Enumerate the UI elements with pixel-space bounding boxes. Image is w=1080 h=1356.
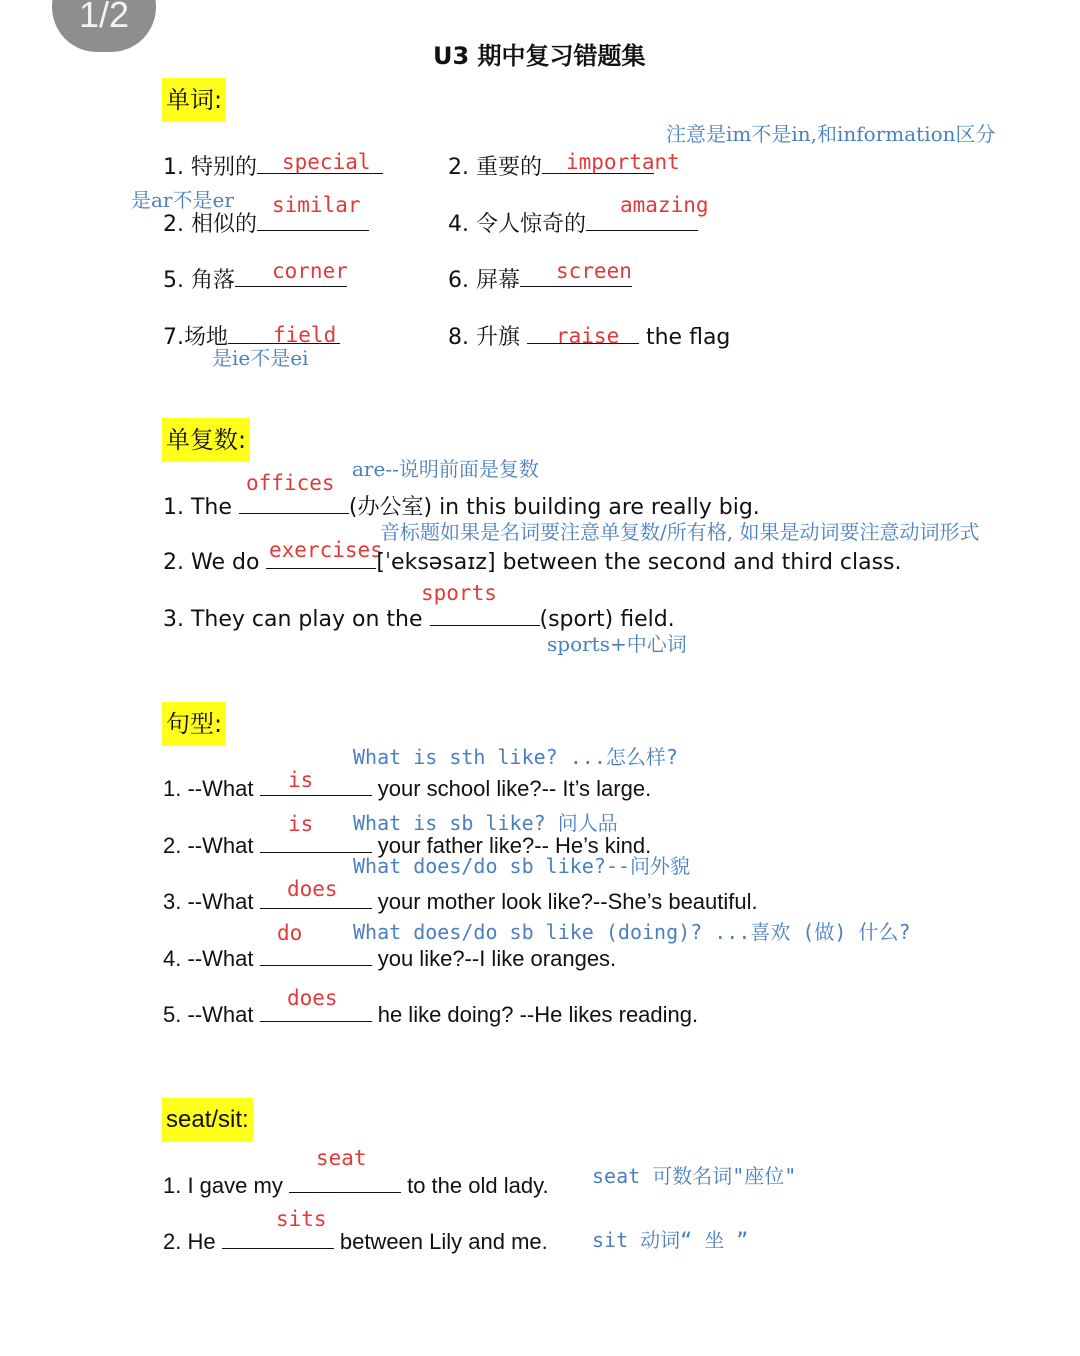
word-label: 2. 相似的: [163, 212, 257, 237]
note-similar: 是ar不是er: [131, 188, 234, 212]
note-field: 是ie不是ei: [212, 346, 309, 370]
sentence-item-1: [163, 773, 651, 802]
answer-seat: seat: [316, 1146, 367, 1170]
note-important: 注意是im不是in,和information区分: [666, 122, 996, 146]
section-heading-plurals: 单复数:: [162, 418, 250, 462]
sentence-before: 3. --What: [163, 889, 254, 914]
answer-field: field: [273, 323, 337, 347]
answer-amazing: amazing: [620, 193, 709, 217]
answer-blank: [260, 886, 372, 909]
answer-does-2: does: [287, 986, 338, 1010]
sentence-before: 1. The: [163, 495, 232, 520]
answer-blank: [222, 1226, 334, 1249]
note-seat: seat 可数名词"座位": [592, 1164, 797, 1188]
answer-offices: offices: [246, 471, 335, 495]
note-sit: sit 动词“ 坐 ”: [592, 1228, 749, 1252]
sentence-before: 5. --What: [163, 1002, 254, 1027]
answer-screen: screen: [556, 259, 632, 283]
note-offices: are--说明前面是复数: [352, 457, 539, 481]
sentence-before: 1. I gave my: [163, 1173, 283, 1198]
answer-corner: corner: [272, 259, 348, 283]
answer-special: special: [282, 150, 371, 174]
answer-similar: similar: [272, 193, 361, 217]
answer-raise: raise: [556, 324, 620, 348]
sentence-after: (sport) field.: [539, 607, 675, 632]
word-label: 6. 屏幕: [448, 268, 520, 293]
word-label: 8. 升旗: [448, 325, 520, 350]
answer-blank: [239, 491, 349, 514]
sentence-after: you like?--I like oranges.: [377, 946, 617, 971]
answer-blank: [260, 999, 372, 1022]
sentence-item-3: [163, 886, 758, 915]
sentence-before: 2. He: [163, 1229, 216, 1254]
sentence-before: 1. --What: [163, 776, 254, 801]
answer-blank: [260, 773, 372, 796]
answer-sits: sits: [276, 1207, 327, 1231]
note-exercises: 音标题如果是名词要注意单复数/所有格, 如果是动词要注意动词形式: [380, 520, 980, 544]
note-what-does-sb-like-doing: What does/do sb like (doing)? ...喜欢 (做) 什么?: [353, 920, 911, 944]
word-after-text: the flag: [645, 325, 731, 350]
word-label: 4. 令人惊奇的: [448, 212, 586, 237]
sentence-after: (办公室) in this building are really big.: [348, 495, 760, 520]
note-what-does-sb-look-like: What does/do sb like?--问外貌: [353, 854, 690, 878]
sentence-before: 3. They can play on the: [163, 607, 423, 632]
answer-do: do: [277, 921, 303, 945]
sentence-after: to the old lady.: [407, 1173, 549, 1198]
sentence-after: between Lily and me.: [339, 1229, 548, 1254]
sentence-after: your father like?-- He’s kind.: [377, 833, 652, 858]
answer-is-1: is: [288, 768, 314, 792]
note-what-is-sth-like: What is sth like? ...怎么样?: [353, 745, 678, 769]
answer-is-2: is: [288, 812, 314, 836]
answer-blank: [289, 1170, 401, 1193]
word-label: 1. 特别的: [163, 155, 257, 180]
plural-item-2: [163, 546, 902, 575]
answer-exercises: exercises: [269, 538, 383, 562]
seat-sit-item-1: [163, 1170, 549, 1199]
answer-sports: sports: [421, 581, 497, 605]
sentence-item-4: [163, 943, 616, 972]
section-heading-sentences: 句型:: [162, 702, 226, 746]
sentence-before: 4. --What: [163, 946, 254, 971]
answer-blank: [266, 546, 376, 569]
answer-blank: [430, 603, 540, 626]
section-heading-seat-sit: seat/sit:: [162, 1098, 253, 1142]
answer-blank: [260, 943, 372, 966]
sentence-after: he like doing? --He likes reading.: [377, 1002, 699, 1027]
sentence-before: 2. We do: [163, 550, 260, 575]
sentence-after: your school like?-- It’s large.: [377, 776, 652, 801]
sentence-after: [ˈeksəsaɪz] between the second and third class.: [376, 550, 902, 575]
sentence-before: 2. --What: [163, 833, 254, 858]
note-what-is-sb-like: What is sb like? 问人品: [353, 811, 618, 835]
word-label: 7.场地: [163, 325, 228, 350]
page-title: U3 期中复习错题集: [433, 42, 646, 70]
sentence-item-5: [163, 999, 698, 1028]
seat-sit-item-2: [163, 1226, 548, 1255]
page-indicator-badge: 1/2: [52, 0, 156, 52]
sentence-after: your mother look like?--She’s beautiful.: [377, 889, 758, 914]
answer-important: important: [566, 150, 680, 174]
word-label: 5. 角落: [163, 268, 235, 293]
section-heading-words: 单词:: [162, 78, 226, 122]
word-label: 2. 重要的: [448, 155, 542, 180]
note-sports: sports+中心词: [547, 632, 687, 656]
answer-does-1: does: [287, 877, 338, 901]
